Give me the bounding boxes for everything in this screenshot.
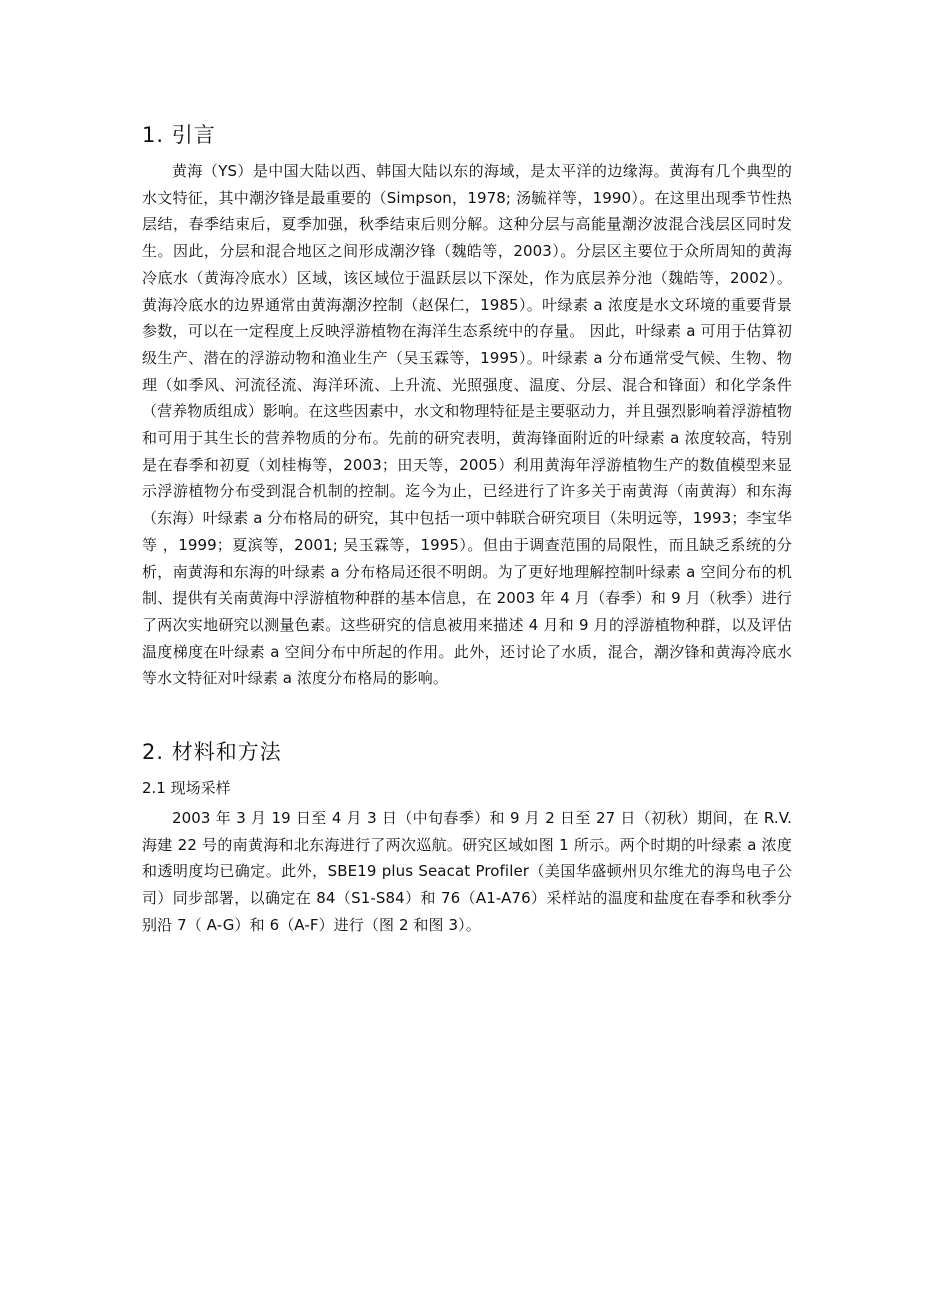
document-body [142, 120, 792, 939]
section-heading-materials-methods: 2. 材料和方法 [142, 740, 282, 765]
section-introduction [142, 120, 792, 692]
introduction-paragraph: 黄海（YS）是中国大陆以西、韩国大陆以东的海域，是太平洋的边缘海。黄海有几个典型的水文特征，其中潮汐锋是最重要的（Simpson，1978; 汤毓祥等，1990）。在这里出现季节性热层结，春季结束后，夏季加强，秋季结束后则分解。这种分层与高能量潮汐波混合浅层区同时发生。因此，分层和混合地区之间形成潮汐锋（魏皓等，2003）。分层区主要位于众所周知的黄海冷底水（黄海冷底水）区域，该区域位于温跃层以下深处，作为底层养分池（魏皓等，2002）。黄海冷底水的边界通常由黄海潮汐控制（赵保仁，1985）。叶绿素 a 浓度是水文环境的重要背景参数，可以在一定程度上反映浮游植物在海洋生态系统中的存量。 因此，叶绿素 a 可用于估算初级生产、潜在的浮游动物和渔业生产（吴玉霖等，1995）。叶绿素 a 分布通常受气候、生物、物理（如季风、河流径流、海洋环流、上升流、光照强度、温度、分层、混合和锋面）和化学条件（营养物质组成）影响。在这些因素中，水文和物理特征是主要驱动力，并且强烈影响着浮游植物和可用于其生长的营养物质的分布。先前的研究表明，黄海锋面附近的叶绿素 a 浓度较高，特别是在春季和初夏（刘桂梅等，2003；田天等，2005）利用黄海年浮游植物生产的数值模型来显示浮游植物分布受到混合机制的控制。迄今为止，已经进行了许多关于南黄海（南黄海）和东海（东海）叶绿素 a 分布格局的研究，其中包括一项中韩联合研究项目（朱明远等，1993；李宝华等 ，1999；夏滨等，2001; 吴玉霖等，1995）。但由于调查范围的局限性，而且缺乏系统的分析，南黄海和东海的叶绿素 a 分布格局还很不明朗。为了更好地理解控制叶绿素 a 空间分布的机制、提供有关南黄海中浮游植物种群的基本信息，在 2003 年 4 月（春季）和 9 月（秋季）进行了两次实地研究以测量色素。这些研究的信息被用来描述 4 月和 9 月的浮游植物种群，以及评估温度梯度在叶绿素 a 空间分布中所起的作用。此外，还讨论了水质，混合，潮汐锋和黄海冷底水等水文特征对叶绿素 a 浓度分布格局的影响。 [142, 162, 792, 688]
subsection-heading-field-sampling: 2.1 现场采样 [142, 779, 231, 798]
section-materials-methods [142, 737, 792, 939]
field-sampling-paragraph: 2003 年 3 月 19 日至 4 月 3 日（中旬春季）和 9 月 2 日至 27 日（初秋）期间，在 R.V. 海建 22 号的南黄海和北东海进行了两次巡航。研究区域如图 1 所示。两个时期的叶绿素 a 浓度和透明度均已确定。此外，SBE19 plus Seacat Profiler（美国华盛顿州贝尔维尤的海鸟电子公司）同步部署，以确定在 84（S1-S84）和 76（A1-A76）采样站的温度和盐度在春季和秋季分别沿 7（ A-G）和 6（A-F）进行（图 2 和图 3）。 [142, 809, 792, 934]
section-heading-introduction: 1. 引言 [142, 123, 216, 147]
